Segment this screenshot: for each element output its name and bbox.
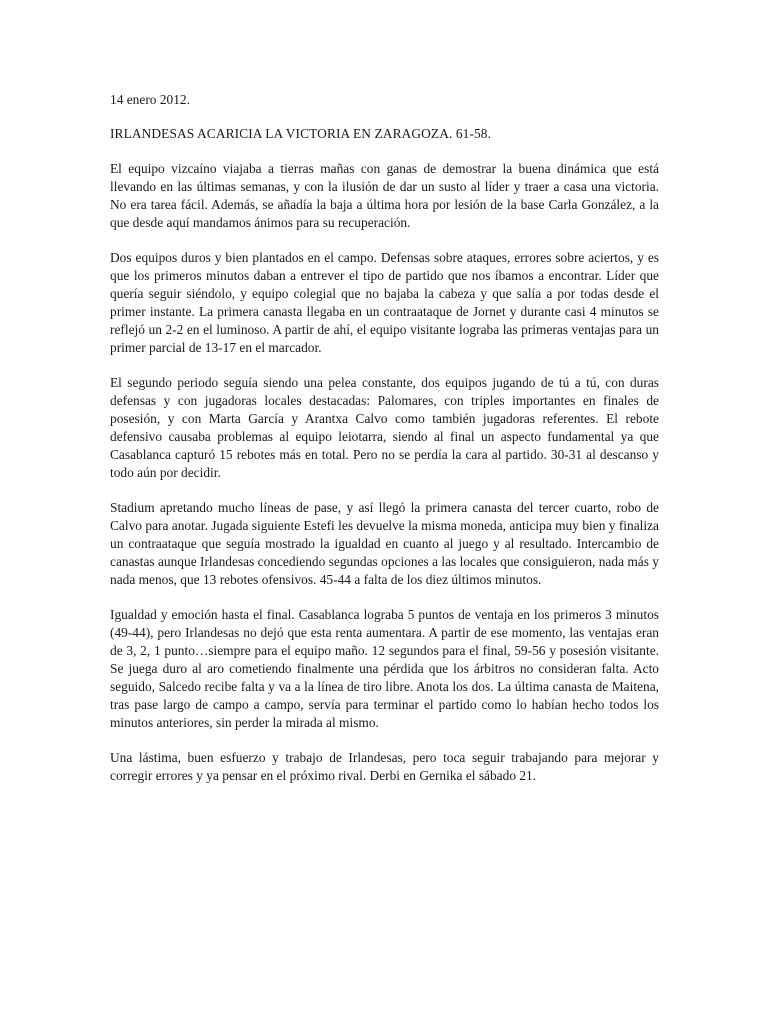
paragraph-intro: El equipo vizcaíno viajaba a tierras mañas con ganas de demostrar la buena dinámica que está llevando en las últimas semanas, y con la ilusión de dar un susto al líder y traer a casa una victoria. No era tarea fácil. Además, se añadía la baja a última hora por lesión de la base Carla González, a la que desde aquí mandamos ánimos para su recuperación. [110,161,659,230]
paragraph-second-quarter: El segundo periodo seguía siendo una pelea constante, dos equipos jugando de tú a tú, con duras defensas y con jugadoras locales destacadas: Palomares, con triples importantes en finales de posesión, y con Marta García y Arantxa Calvo como también jugadoras referentes. El rebote defensivo causaba problemas al equipo leiotarra, siendo al final un aspecto fundamental ya que Casablanca capturó 15 rebotes más en total. Pero no se perdía la cara al partido. 30-31 al descanso y todo aún por decidir. [110,375,659,480]
paragraph-third-quarter: Stadium apretando mucho líneas de pase, y así llegó la primera canasta del tercer cuarto, robo de Calvo para anotar. Jugada siguiente Estefi les devuelve la misma moneda, anticipa muy bien y finaliza un contraataque que seguía mostrado la igualdad en cuanto al juego y al resultado. Intercambio de canastas aunque Irlandesas concediendo segundas opciones a las locales que consiguieron, nada más y nada menos, que 13 rebotes ofensivos. 45-44 a falta de los diez últimos minutos. [110,500,659,587]
document-date: 14 enero 2012. [110,92,190,107]
article-headline: IRLANDESAS ACARICIA LA VICTORIA EN ZARAGOZA. 61-58. [110,126,492,141]
paragraph-final-quarter: Igualdad y emoción hasta el final. Casablanca lograba 5 puntos de ventaja en los primeros 3 minutos (49-44), pero Irlandesas no dejó que esta renta aumentara. A partir de ese momento, las ventajas eran de 3, 2, 1 punto…siempre para el equipo maño. 12 segundos para el final, 59-56 y posesión visitante. Se juega duro al aro cometiendo finalmente una pérdida que los árbitros no consideran falta. Acto seguido, Salcedo recibe falta y va a la línea de tiro libre. Anota los dos. La última canasta de Maitena, tras pase largo de campo a campo, servía para terminar el partido como lo habían hecho todos los minutos anteriores, sin perder la mirada al mismo. [110,607,659,730]
paragraph-first-quarter: Dos equipos duros y bien plantados en el campo. Defensas sobre ataques, errores sobre aciertos, y es que los primeros minutos daban a entrever el tipo de partido que nos íbamos a encontrar. Líder que quería seguir siéndolo, y equipo colegial que no bajaba la cabeza y que salía a por todas desde el primer instante. La primera canasta llegaba en un contraataque de Jornet y durante casi 4 minutos se reflejó un 2-2 en el luminoso. A partir de ahí, el equipo visitante lograba las primeras ventajas para un primer parcial de 13-17 en el marcador. [110,250,659,355]
paragraph-conclusion: Una lástima, buen esfuerzo y trabajo de Irlandesas, pero toca seguir trabajando para mejorar y corregir errores y ya pensar en el próximo rival. Derbi en Gernika el sábado 21. [110,750,659,783]
document-page [110,91,659,802]
